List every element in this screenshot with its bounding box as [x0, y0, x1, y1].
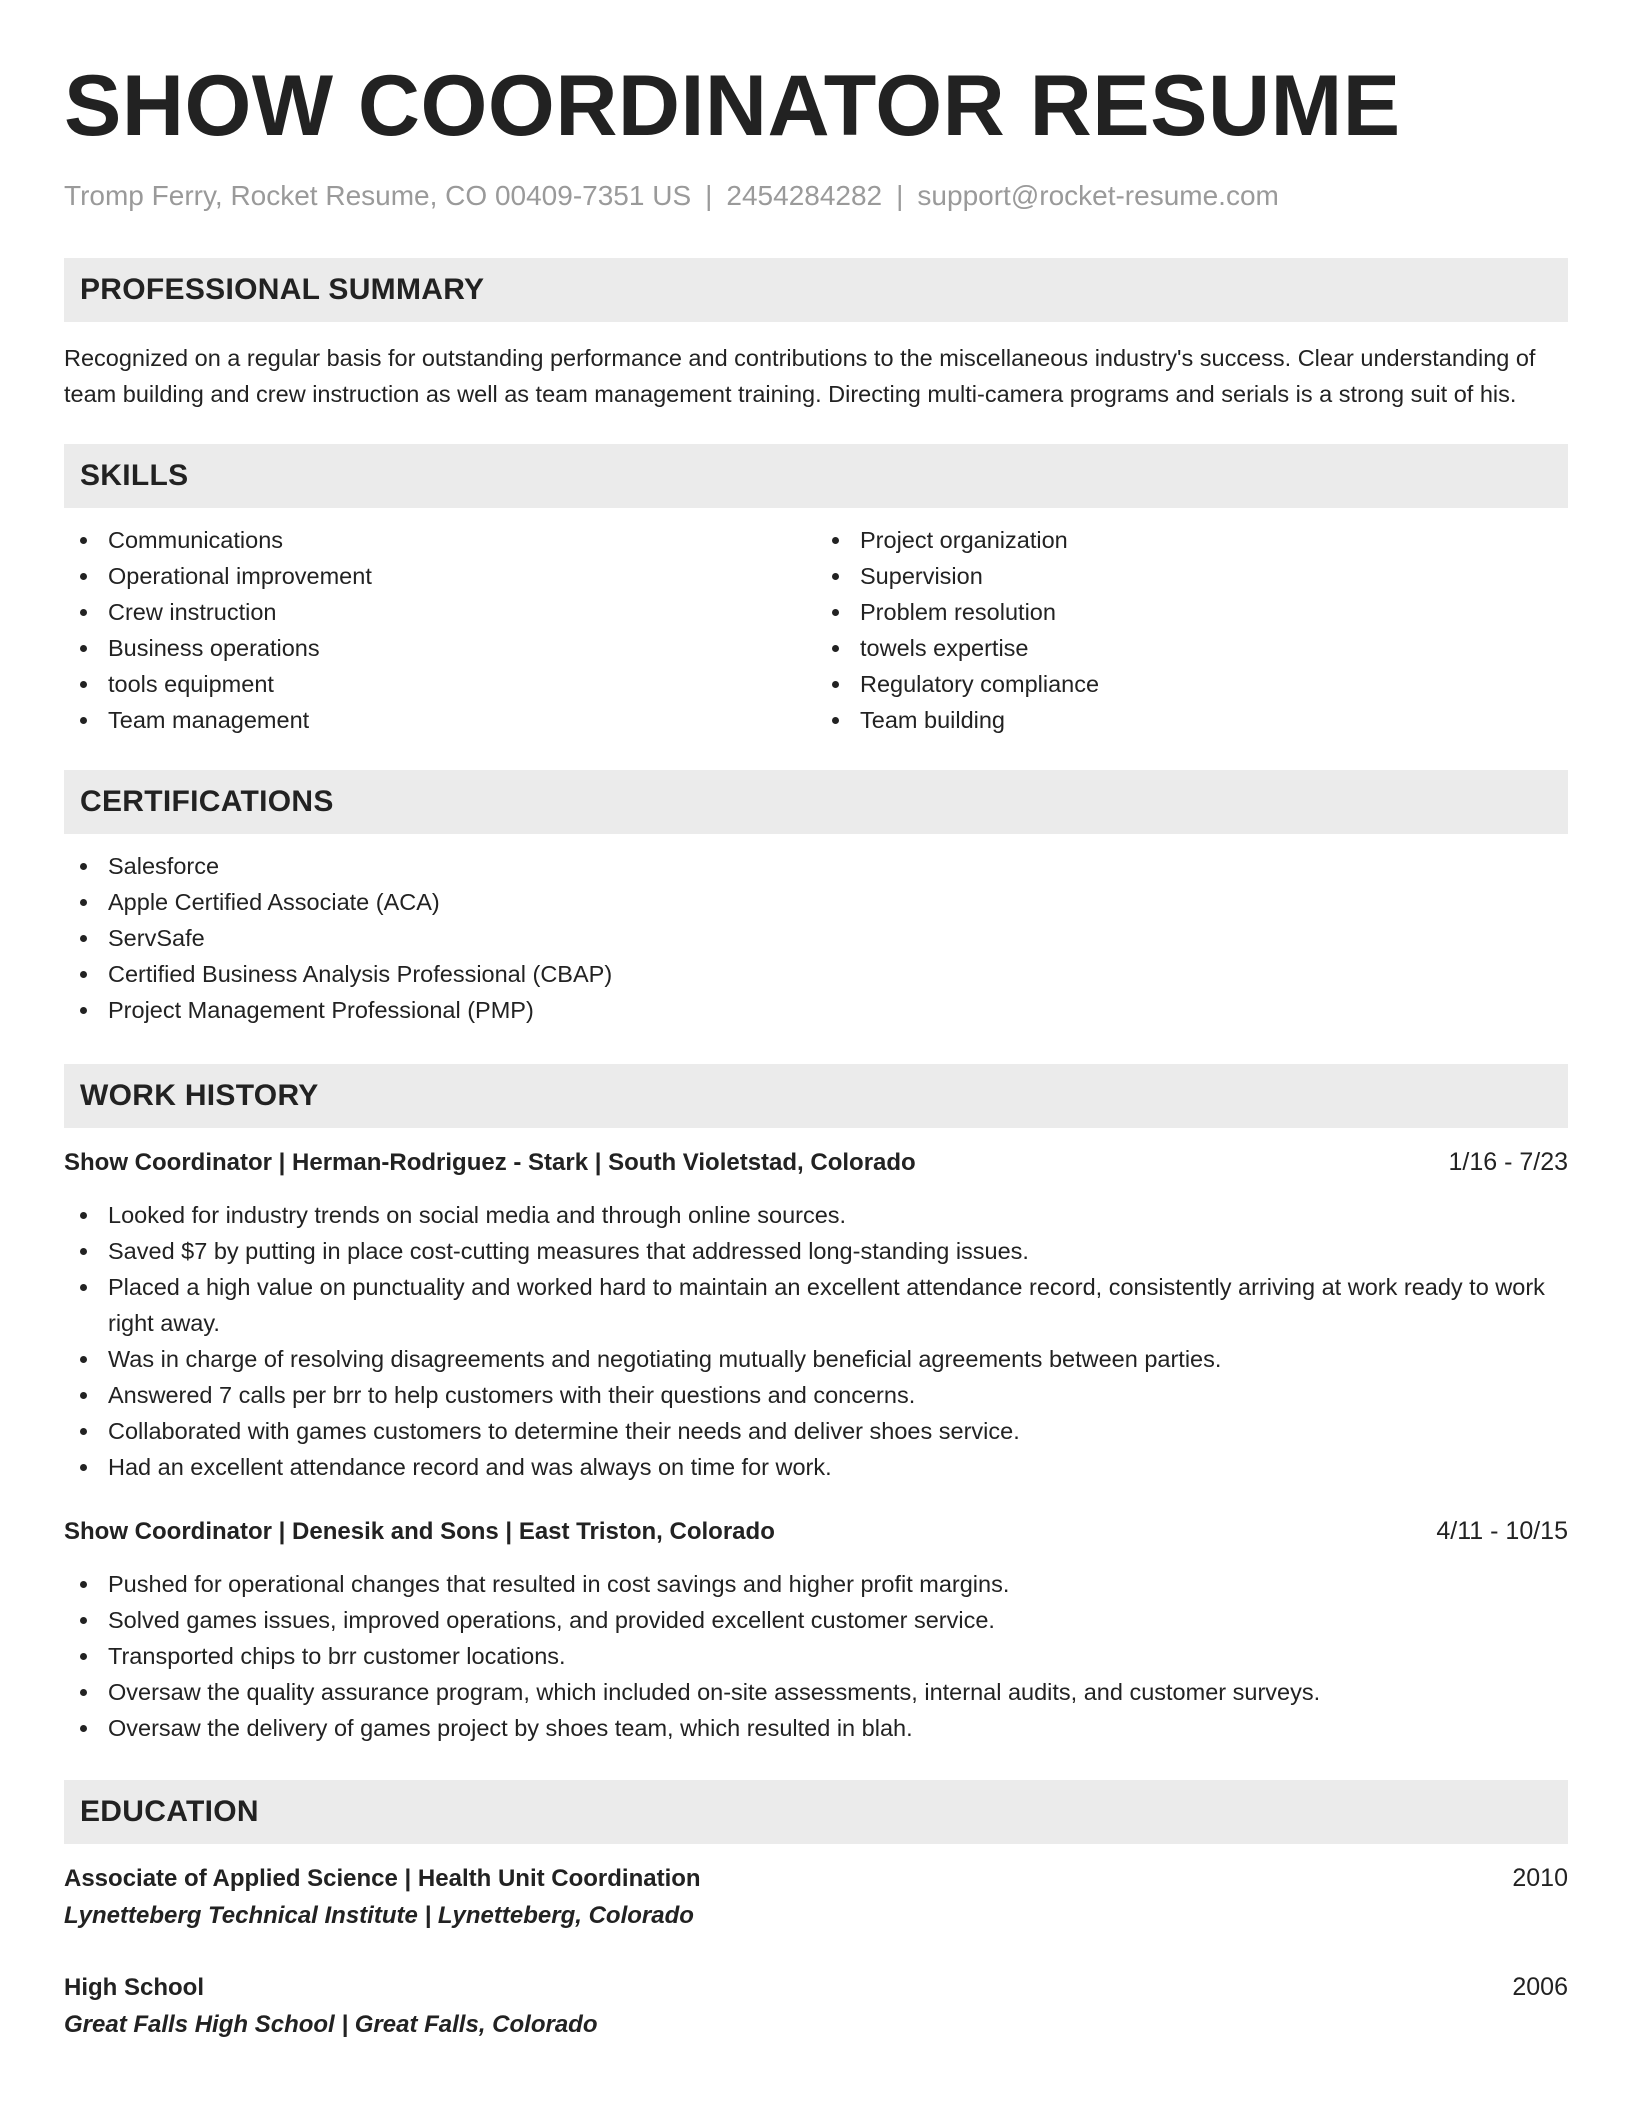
contact-separator: |	[896, 180, 904, 211]
job-bullet: Pushed for operational changes that resulted in cost savings and higher profit margins.	[64, 1566, 1568, 1602]
certification-item: ServSafe	[64, 920, 1568, 956]
skill-item: Communications	[64, 522, 816, 558]
education-degree: High School	[64, 1974, 204, 2001]
certifications-heading: CERTIFICATIONS	[64, 770, 1568, 834]
education-year: 2010	[1512, 1864, 1568, 1892]
certification-item: Salesforce	[64, 848, 1568, 884]
job-title: Show Coordinator | Herman-Rodriguez - Stark | South Violetstad, Colorado	[64, 1149, 916, 1176]
summary-heading: PROFESSIONAL SUMMARY	[64, 258, 1568, 322]
work-history-heading: WORK HISTORY	[64, 1064, 1568, 1128]
education-entry	[64, 1969, 1568, 2044]
contact-line	[64, 178, 1568, 214]
job-bullet: Answered 7 calls per brr to help customers with their questions and concerns.	[64, 1377, 1568, 1413]
job-bullet: Placed a high value on punctuality and worked hard to maintain an excellent attendance record, consistently arriving at work ready to work right away.	[64, 1269, 1568, 1341]
job-header	[64, 1513, 1568, 1550]
job-header	[64, 1144, 1568, 1181]
job-bullet: Had an excellent attendance record and was always on time for work.	[64, 1449, 1568, 1485]
skill-item: Team management	[64, 702, 816, 738]
education-school: Lynetteberg Technical Institute | Lynetteberg, Colorado	[64, 1902, 694, 1929]
contact-phone: 2454284282	[726, 180, 883, 211]
skill-item: Team building	[816, 702, 1568, 738]
job-entry	[64, 1513, 1568, 1746]
education-heading: EDUCATION	[64, 1780, 1568, 1844]
skill-item: Operational improvement	[64, 558, 816, 594]
job-dates: 1/16 - 7/23	[1448, 1148, 1568, 1176]
job-bullet: Oversaw the delivery of games project by shoes team, which resulted in blah.	[64, 1710, 1568, 1746]
skills-grid	[64, 522, 1568, 738]
certification-item: Certified Business Analysis Professional (CBAP)	[64, 956, 1568, 992]
job-bullet: Was in charge of resolving disagreements and negotiating mutually beneficial agreements between parties.	[64, 1341, 1568, 1377]
skill-item: tools equipment	[64, 666, 816, 702]
education-header	[64, 1969, 1568, 2006]
job-bullets	[64, 1566, 1568, 1746]
education-header	[64, 1860, 1568, 1897]
skill-item: Project organization	[816, 522, 1568, 558]
job-bullet: Solved games issues, improved operations, and provided excellent customer service.	[64, 1602, 1568, 1638]
job-title: Show Coordinator | Denesik and Sons | East Triston, Colorado	[64, 1518, 775, 1545]
skill-item: Supervision	[816, 558, 1568, 594]
skill-item: towels expertise	[816, 630, 1568, 666]
page-title: SHOW COORDINATOR RESUME	[64, 58, 1401, 154]
summary-text: Recognized on a regular basis for outstanding performance and contributions to the miscellaneous industry's success. Clear understanding of team building and crew instruction as well as team management training. Directing multi-camera programs and serials is a strong suit of his.	[64, 345, 1536, 407]
contact-separator: |	[705, 180, 713, 211]
job-bullet: Saved $7 by putting in place cost-cutting measures that addressed long-standing issues.	[64, 1233, 1568, 1269]
work-history-section	[64, 1064, 1568, 1746]
certification-item: Apple Certified Associate (ACA)	[64, 884, 1568, 920]
skill-item: Crew instruction	[64, 594, 816, 630]
certifications-list	[64, 848, 1568, 1028]
certifications-section	[64, 770, 1568, 1028]
skills-list-right	[816, 522, 1568, 738]
education-entry	[64, 1860, 1568, 1935]
job-bullet: Oversaw the quality assurance program, which included on-site assessments, internal audits, and customer surveys.	[64, 1674, 1568, 1710]
skill-item: Regulatory compliance	[816, 666, 1568, 702]
contact-address: Tromp Ferry, Rocket Resume, CO 00409-7351 US	[64, 180, 692, 211]
job-entry	[64, 1144, 1568, 1485]
job-bullet: Transported chips to brr customer locations.	[64, 1638, 1568, 1674]
job-bullet: Collaborated with games customers to determine their needs and deliver shoes service.	[64, 1413, 1568, 1449]
job-bullets	[64, 1197, 1568, 1485]
skill-item: Problem resolution	[816, 594, 1568, 630]
contact-email[interactable]: support@rocket-resume.com	[917, 180, 1279, 211]
skills-list-left	[64, 522, 816, 738]
job-dates: 4/11 - 10/15	[1436, 1517, 1568, 1545]
education-section	[64, 1780, 1568, 2044]
education-year: 2006	[1512, 1973, 1568, 2001]
job-bullet: Looked for industry trends on social media and through online sources.	[64, 1197, 1568, 1233]
skill-item: Business operations	[64, 630, 816, 666]
education-school: Great Falls High School | Great Falls, Colorado	[64, 2011, 598, 2038]
certification-item: Project Management Professional (PMP)	[64, 992, 1568, 1028]
summary-section	[64, 258, 1568, 412]
education-degree: Associate of Applied Science | Health Unit Coordination	[64, 1865, 701, 1892]
skills-heading: SKILLS	[64, 444, 1568, 508]
skills-section	[64, 444, 1568, 738]
